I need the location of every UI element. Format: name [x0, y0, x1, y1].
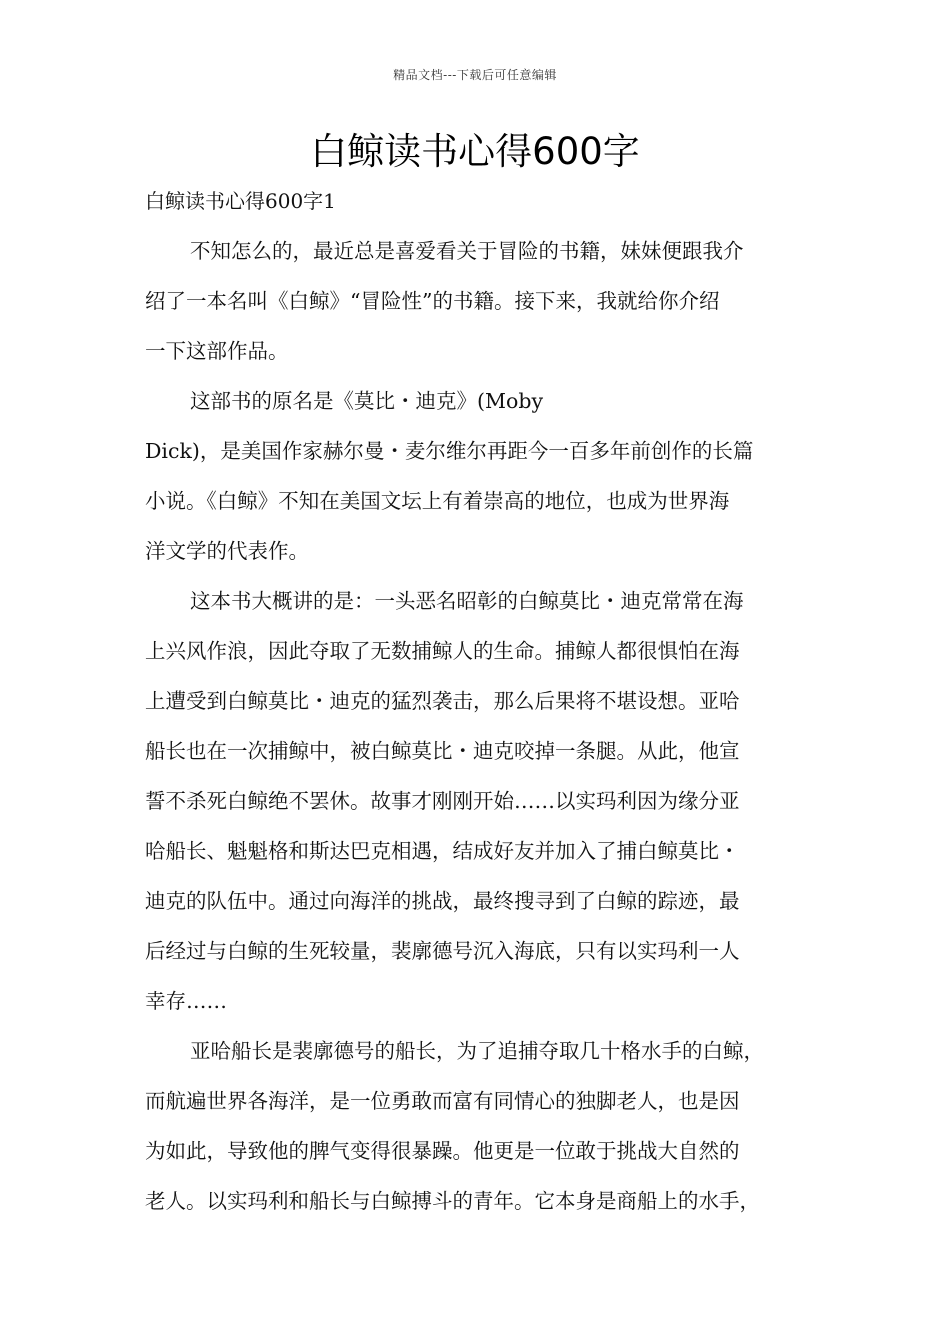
document-title: 白鲸读书心得600字: [310, 130, 640, 173]
text-line: 船长也在一次捕鲸中，被白鲸莫比・迪克咬掉一条腿。从此，他宣: [145, 739, 740, 763]
section-subtitle: 白鲸读书心得600字1: [145, 189, 336, 213]
text-line: 幸存……: [145, 989, 227, 1013]
text-line: 小说。《白鲸》不知在美国文坛上有着崇高的地位，也成为世界海: [145, 489, 730, 513]
text-line: 一下这部作品。: [145, 339, 289, 363]
text-line: 这本书大概讲的是：一头恶名昭彰的白鲸莫比・迪克常常在海: [190, 589, 744, 613]
text-line: 后经过与白鲸的生死较量，裴廓德号沉入海底，只有以实玛利一人: [145, 939, 740, 963]
text-line: Dick)，是美国作家赫尔曼・麦尔维尔再距今一百多年前创作的长篇: [145, 439, 754, 463]
text-line: 誓不杀死白鲸绝不罢休。故事才刚刚开始……以实玛利因为缘分亚: [145, 789, 740, 813]
text-line: 迪克的队伍中。通过向海洋的挑战，最终搜寻到了白鲸的踪迹，最: [145, 889, 740, 913]
text-line: 亚哈船长是裴廓德号的船长，为了追捕夺取几十格水手的白鲸，: [190, 1039, 764, 1063]
body-text: [145, 226, 835, 1226]
text-line: 这部书的原名是《莫比・迪克》(Moby: [190, 389, 544, 413]
text-line: 不知怎么的，最近总是喜爱看关于冒险的书籍，妹妹便跟我介: [190, 239, 744, 263]
text-line: 为如此，导致他的脾气变得很暴躁。他更是一位敢于挑战大自然的: [145, 1139, 740, 1163]
text-line: 哈船长、魁魁格和斯达巴克相遇，结成好友并加入了捕白鲸莫比・: [145, 839, 740, 863]
header-note: 精品文档---下载后可任意编辑: [393, 68, 557, 82]
text-line: 老人。以实玛利和船长与白鲸搏斗的青年。它本身是商船上的水手，: [145, 1189, 760, 1213]
text-line: 洋文学的代表作。: [145, 539, 309, 563]
text-line: 而航遍世界各海洋，是一位勇敢而富有同情心的独脚老人，也是因: [145, 1089, 740, 1113]
text-line: 上兴风作浪，因此夺取了无数捕鲸人的生命。捕鲸人都很惧怕在海: [145, 639, 740, 663]
text-line: 上遭受到白鲸莫比・迪克的猛烈袭击，那么后果将不堪设想。亚哈: [145, 689, 740, 713]
text-line: 绍了一本名叫《白鲸》“冒险性”的书籍。接下来，我就给你介绍: [145, 289, 720, 313]
